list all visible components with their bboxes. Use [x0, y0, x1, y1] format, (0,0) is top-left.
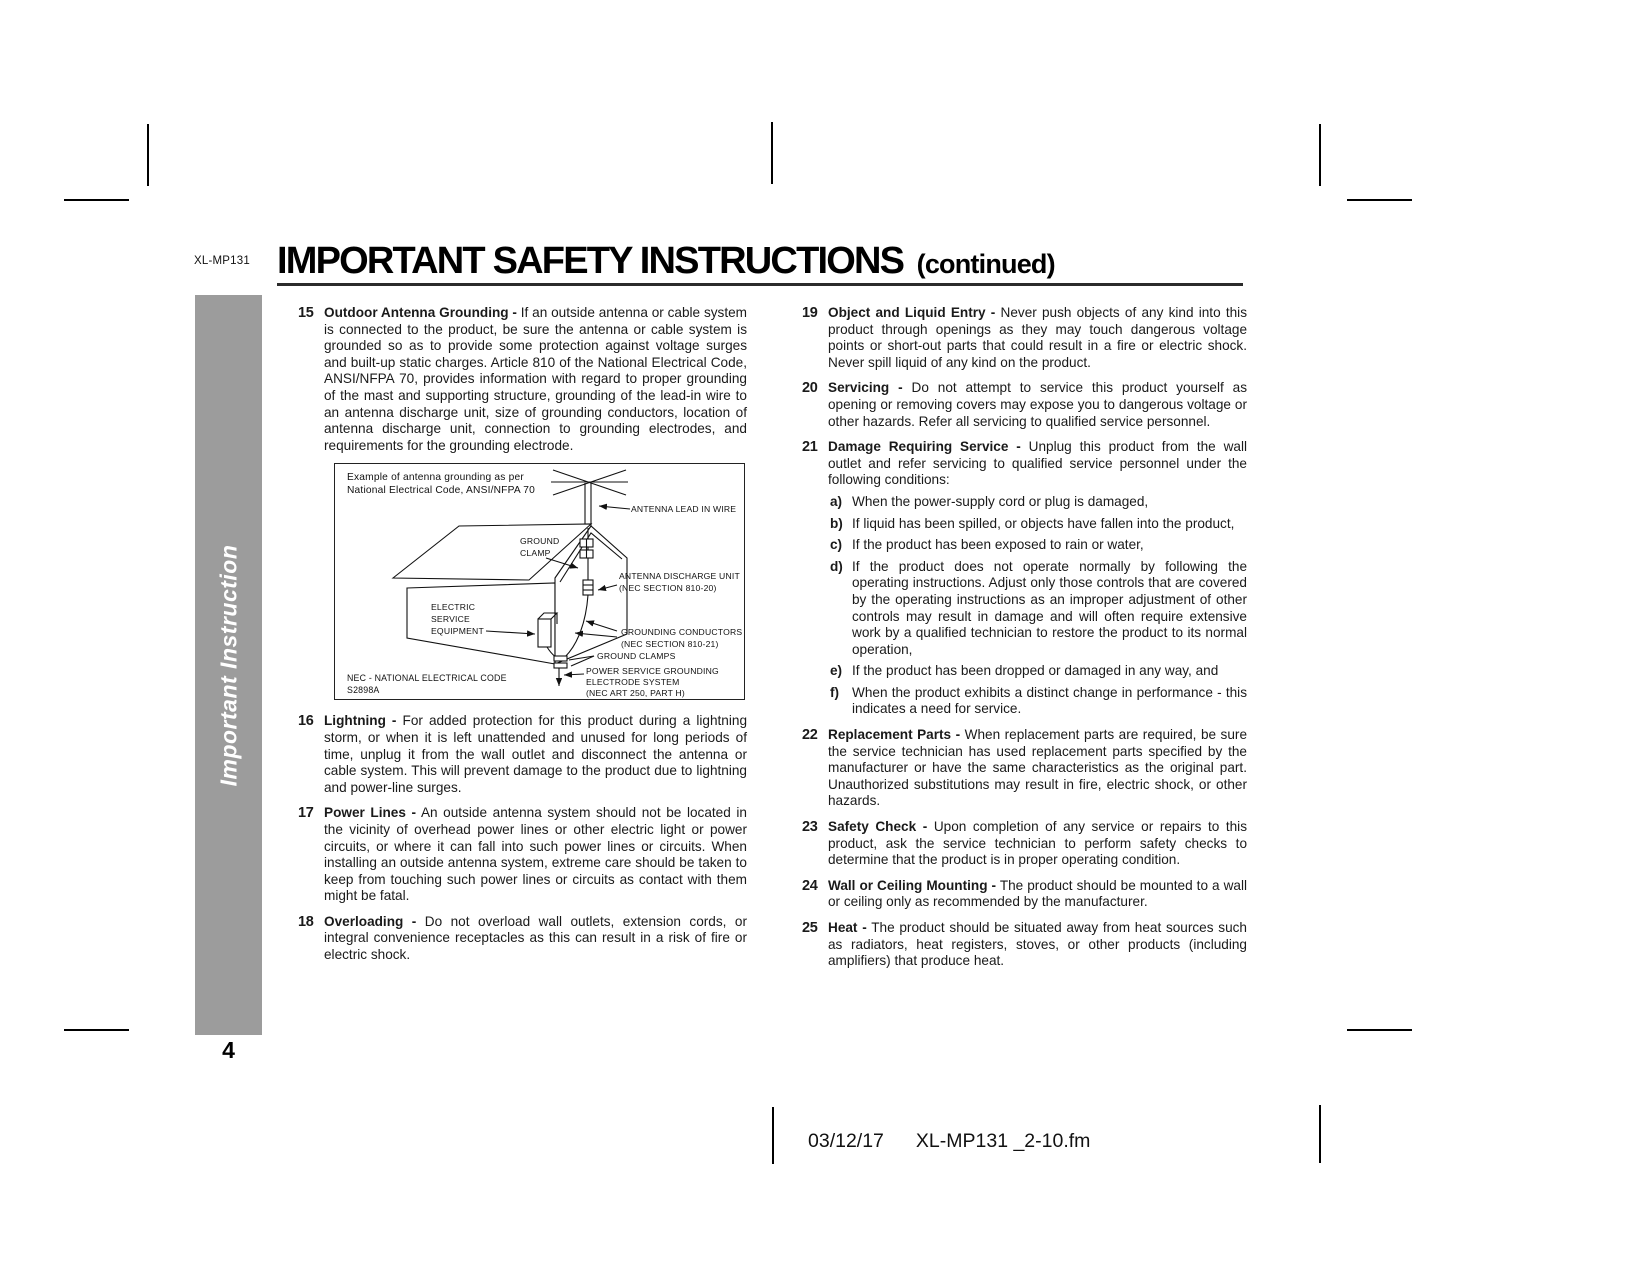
document-footer	[808, 1130, 1090, 1153]
item-number: 18	[298, 913, 314, 930]
item-heading: Servicing -	[828, 380, 903, 396]
item-number: 21	[802, 439, 818, 456]
crop-mark-bottom-center-vertical	[772, 1107, 774, 1164]
label-antenna-lead-in-wire: ANTENNA LEAD IN WIRE	[631, 504, 737, 515]
footer-filename: XL-MP131 _2-10.fm	[915, 1130, 1091, 1152]
safety-item-15	[298, 305, 747, 454]
label-grounding-conductors: GROUNDING CONDUCTORS	[621, 627, 743, 638]
crop-mark-bottom-left-horizontal	[64, 1029, 129, 1031]
safety-item-25	[802, 920, 1247, 970]
page-title-continued: (continued)	[916, 249, 1055, 279]
condition-a	[830, 494, 1247, 511]
label-equipment: EQUIPMENT	[431, 626, 484, 637]
item-number: 22	[802, 727, 818, 744]
item-heading: Outdoor Antenna Grounding -	[324, 305, 517, 320]
item-text: If an outside antenna or cable system is connected to the product, be sure the antenna or cable system is grounded so as to provide some protection against voltage surges and built-up static charges. Article 810 of the National Electrical Code, ANSI/NFPA 70, provides information with regard to proper grounding of the mast and supporting structure, grounding of the lead-in wire to an antenna discharge unit, size of grounding conductors, location of antenna discharge unit, connection to grounding electrodes, and requirements for the grounding electrode.	[324, 305, 747, 453]
label-nec-section-810-20: (NEC SECTION 810-20)	[619, 583, 717, 594]
label-ground-clamp-line2: CLAMP	[520, 548, 551, 559]
item-text: When replacement parts are required, be sure the service technician has used replacement parts specified by the manufacturer or have the same characteristics as the original part. Unauthorized substitutions may result in fire, electric shock, or other hazards.	[828, 727, 1248, 809]
crop-mark-bottom-right-horizontal	[1347, 1029, 1412, 1031]
item-number: 23	[802, 819, 818, 836]
item-heading: Replacement Parts -	[828, 727, 961, 743]
item-number: 19	[802, 305, 818, 321]
condition-label: c)	[830, 537, 843, 553]
diagram-caption-line1: Example of antenna grounding as per	[347, 472, 524, 484]
title-rule	[277, 283, 1243, 286]
condition-text: If the product does not operate normally by following the operating instructions. Adjust only those controls that are covered by the operating instructions as an improper adjustment of other controls may result in damage and will often require extensive work by a qualified technician to restore the product to its normal operation,	[852, 558, 1247, 657]
safety-item-23	[802, 819, 1247, 869]
page-title: IMPORTANT SAFETY INSTRUCTIONS	[277, 240, 904, 282]
label-ground-clamps: GROUND CLAMPS	[597, 651, 676, 662]
left-column	[298, 305, 747, 973]
item-heading: Object and Liquid Entry -	[828, 305, 996, 320]
item-text: Never push objects of any kind into this product through openings as they may touch dangerous voltage points or short-out parts that could result in a fire or electric shock. Never spill liquid of any kind on the product.	[828, 305, 1247, 370]
item-number: 25	[802, 920, 818, 936]
safety-item-22	[802, 727, 1247, 810]
page-number: 4	[222, 1037, 235, 1063]
footer-date: 03/12/17	[808, 1130, 884, 1152]
crop-mark-top-center-vertical	[771, 122, 773, 184]
item-text: Do not overload wall outlets, extension cords, or integral convenience receptacles as this can result in a risk of fire or electric shock.	[324, 913, 747, 963]
antenna-grounding-figure	[335, 464, 743, 698]
condition-text: If the product has been dropped or damaged in any way, and	[852, 663, 1219, 679]
label-electrode-system: ELECTRODE SYSTEM	[586, 677, 680, 688]
safety-item-20	[802, 380, 1247, 430]
item-text: The product should be mounted to a wall or ceiling only as recommended by the manufacturer.	[828, 877, 1247, 910]
crop-mark-top-left-vertical	[147, 124, 149, 186]
condition-d	[830, 559, 1247, 659]
house-line-art	[393, 470, 630, 686]
safety-item-16	[298, 713, 747, 796]
label-nec-note: NEC - NATIONAL ELECTRICAL CODE	[347, 673, 507, 684]
item-text: An outside antenna system should not be located in the vicinity of overhead power lines or other electric light or power circuits, or where it can fall into such power lines or circuits. When installing an outside antenna system, extreme care should be taken to keep from touching such power lines or circuits as contact with them might be fatal.	[324, 805, 747, 904]
item-heading: Wall or Ceiling Mounting -	[828, 877, 997, 893]
safety-item-24	[802, 878, 1247, 911]
condition-e	[830, 663, 1247, 680]
label-figure-code: S2898A	[347, 685, 380, 696]
item-heading: Heat -	[828, 920, 867, 935]
condition-f	[830, 685, 1247, 718]
crop-mark-top-left-horizontal	[64, 199, 129, 201]
crop-mark-bottom-right-vertical	[1319, 1105, 1321, 1163]
item-number: 24	[802, 877, 818, 894]
condition-text: When the power-supply cord or plug is damaged,	[852, 493, 1149, 509]
item-heading: Damage Requiring Service -	[828, 439, 1021, 455]
item-text: The product should be situated away from heat sources such as radiators, heat registers, stoves, or other products (including amplifiers) that produce heat.	[828, 920, 1247, 969]
item-heading: Power Lines -	[324, 805, 417, 821]
condition-label: e)	[830, 663, 843, 679]
safety-item-18	[298, 914, 747, 964]
right-column	[802, 305, 1247, 979]
crop-mark-top-right-vertical	[1319, 124, 1321, 186]
item-number: 17	[298, 805, 314, 822]
safety-item-21	[802, 439, 1247, 718]
condition-text: When the product exhibits a distinct change in performance - this indicates a need for service.	[852, 684, 1247, 717]
crop-mark-top-right-horizontal	[1347, 199, 1412, 201]
condition-c	[830, 537, 1247, 554]
item-text: Do not attempt to service this product yourself as opening or removing covers may expose you to dangerous voltage or other hazards. Refer all servicing to qualified service personnel.	[828, 380, 1247, 429]
item-number: 20	[802, 380, 818, 397]
safety-item-19	[802, 305, 1247, 371]
condition-label: f)	[830, 684, 840, 700]
safety-item-17	[298, 805, 747, 905]
item-heading: Safety Check -	[828, 819, 928, 835]
item-text: Unplug this product from the wall outlet and refer servicing to qualified service personnel under the following conditions:	[828, 439, 1247, 488]
label-power-service-grounding: POWER SERVICE GROUNDING	[586, 666, 719, 677]
item-text: For added protection for this product during a lightning storm, or when it is left unattended and unused for long periods of time, unplug it from the wall outlet and disconnect the antenna or cable system. This will prevent damage to the product due to lightning and power-line surges.	[324, 713, 748, 795]
chapter-tab	[195, 295, 262, 1035]
condition-text: If liquid has been spilled, or objects have fallen into the product,	[852, 515, 1235, 531]
condition-b	[830, 516, 1247, 533]
chapter-tab-label: Important Instruction	[215, 544, 241, 786]
item-heading: Overloading -	[324, 913, 417, 929]
antenna-grounding-diagram	[334, 463, 745, 700]
condition-label: b)	[830, 515, 843, 531]
item-number: 16	[298, 713, 314, 730]
label-ground-clamp-line1: GROUND	[520, 536, 560, 547]
model-number: XL-MP131	[194, 255, 250, 267]
diagram-caption-line2: National Electrical Code, ANSI/NFPA 70	[347, 485, 536, 497]
label-service: SERVICE	[431, 614, 470, 625]
condition-label: a)	[830, 493, 843, 509]
label-nec-section-810-21: (NEC SECTION 810-21)	[621, 639, 719, 650]
item-text: Upon completion of any service or repairs to this product, ask the service technician to perform safety checks to determine that the product is in proper operating condition.	[828, 819, 1247, 868]
item-number: 15	[298, 305, 314, 321]
condition-label: d)	[830, 558, 843, 574]
page-header	[277, 240, 1055, 283]
label-nec-art-250: (NEC ART 250, PART H)	[586, 688, 685, 699]
condition-text: If the product has been exposed to rain or water,	[852, 537, 1144, 553]
item-heading: Lightning -	[324, 713, 397, 729]
label-antenna-discharge-unit: ANTENNA DISCHARGE UNIT	[619, 571, 740, 582]
label-electric: ELECTRIC	[431, 602, 476, 613]
